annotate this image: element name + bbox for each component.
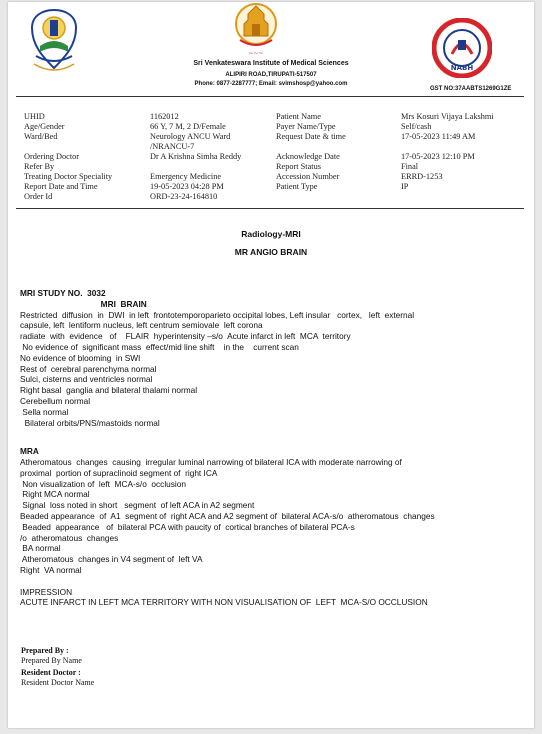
report-line: Sulci, cisterns and ventricles normal (20, 374, 153, 385)
patient-info-divider (16, 208, 524, 209)
field-label: Ward/Bed (24, 132, 58, 141)
field-value: ERRD-1253 (401, 172, 443, 181)
report-line: MRA (20, 446, 39, 457)
patient-info-table (0, 112, 542, 212)
resident-doctor-value: Resident Doctor Name (21, 678, 95, 687)
nabh-seal-logo (432, 18, 492, 78)
field-value: Dr A Krishna Simha Reddy (150, 152, 242, 161)
field-value: 17-05-2023 11:49 AM (401, 132, 476, 141)
report-line: proximal portion of supraclinoid segment of right ICA (20, 467, 218, 478)
report-line: MRI STUDY NO. 3032 (20, 288, 106, 298)
field-value: ORD-23-24-164810 (150, 192, 218, 201)
field-label: Age/Gender (24, 122, 65, 131)
report-line: radiate with evidence of FLAIR hyperintensity –s/o Acute infarct in left MCA territory (20, 331, 351, 342)
field-value: 66 Y, 7 M, 2 D/Female (150, 122, 226, 131)
report-line: Non visualization of left MCA-s/o occlusion (20, 478, 187, 489)
report-line: Beaded appearance of bilateral PCA with paucity of cortical branches of bilateral PCA-s (20, 521, 355, 532)
prepared-by-value: Prepared By Name (21, 656, 82, 665)
field-label: Acknowledge Date (276, 152, 340, 161)
report-line: /o atheromatous changes (20, 532, 119, 543)
report-line: MRI BRAIN (20, 298, 147, 309)
report-line: BA normal (20, 543, 61, 554)
report-line: Rest of cerebral parenchyma normal (20, 363, 157, 374)
field-label: Payer Name/Type (276, 122, 336, 131)
prepared-by-label: Prepared By : (21, 646, 69, 655)
resident-doctor-label: Resident Doctor : (21, 668, 81, 677)
report-line: Right basal ganglia and bilateral thalami normal (20, 385, 198, 396)
field-value: Neurology ANCU Ward (150, 132, 231, 141)
report-line: Cerebellum normal (20, 396, 91, 406)
field-label: Accession Number (276, 172, 340, 181)
field-label: Report Status (276, 162, 321, 171)
report-line: IMPRESSION (20, 586, 73, 597)
field-value: Self/cash (401, 122, 432, 131)
header-divider (16, 96, 524, 97)
field-value: 19-05-2023 04:28 PM (150, 182, 224, 191)
field-value: IP (401, 182, 409, 191)
department-title: Radiology-MRI (241, 229, 301, 239)
field-value: Final (401, 162, 419, 171)
field-value: Emergency Medicine (150, 172, 222, 181)
report-line: Restricted diffusion in DWI in left frontotemporoparieto occipital lobes, Left insular cortex, left external (20, 309, 415, 320)
study-title: MR ANGIO BRAIN (234, 247, 308, 257)
field-value: /NRANCU-7 (150, 142, 195, 151)
report-line: No evidence of blooming in SWI (20, 352, 141, 363)
field-label: UHID (24, 112, 45, 121)
field-label: Patient Name (276, 112, 321, 121)
institute-address: ALIPIRI ROAD,TIRUPATI-517507 (225, 72, 317, 78)
report-line: Atheromatous changes in V4 segment of left VA (20, 554, 203, 565)
field-label: Patient Type (276, 182, 318, 191)
institute-contact: Phone: 0877-2287777; Email: svimshosp@yahoo.com (194, 81, 348, 87)
temple-emblem-logo (232, 2, 280, 58)
field-label: Refer By (24, 162, 55, 171)
report-line: Bilateral orbits/PNS/mastoids normal (20, 417, 160, 428)
field-label: Request Date & time (276, 132, 346, 141)
field-value: 1162012 (150, 112, 179, 121)
report-line: Right VA normal (20, 565, 82, 575)
field-value: Mrs Kosuri Vijaya Lakshmi (401, 112, 494, 121)
report-line: Beaded appearance of A1 segment of right ACA and A2 segment of bilateral ACA-s/o atheromatous changes (20, 511, 435, 521)
report-line: capsule, left lentiform nucleus, left centrum semiovale left corona (20, 320, 263, 331)
field-label: Ordering Doctor (24, 152, 80, 161)
field-label: Order Id (24, 192, 53, 201)
report-line: No evidence of significant mass effect/mid line shift in the current scan (20, 342, 299, 352)
report-line: Sella normal (20, 406, 69, 417)
report-line: ACUTE INFARCT IN LEFT MCA TERRITORY WITH NON VISUALISATION OF LEFT MCA-S/O OCCLUSION (20, 597, 428, 608)
report-line: Right MCA normal (20, 489, 90, 500)
field-label: Treating Doctor Speciality (24, 172, 113, 181)
field-label: Report Date and Time (24, 182, 98, 191)
report-line: Atheromatous changes causing irregular luminal narrowing of bilateral ICA with moderate narrowing of (20, 457, 402, 467)
field-value: 17-05-2023 12:10 PM (401, 152, 475, 161)
institute-name: Sri Venkateswara Institute of Medical Sciences (193, 60, 349, 67)
svg-text:NABH: NABH (450, 64, 474, 72)
svg-text:~~~: ~~~ (248, 50, 264, 57)
gst-number: GST NO:37AABTS1269G1ZE (430, 86, 512, 92)
report-line: Signal loss noted in short segment of left ACA in A2 segment (20, 500, 255, 511)
